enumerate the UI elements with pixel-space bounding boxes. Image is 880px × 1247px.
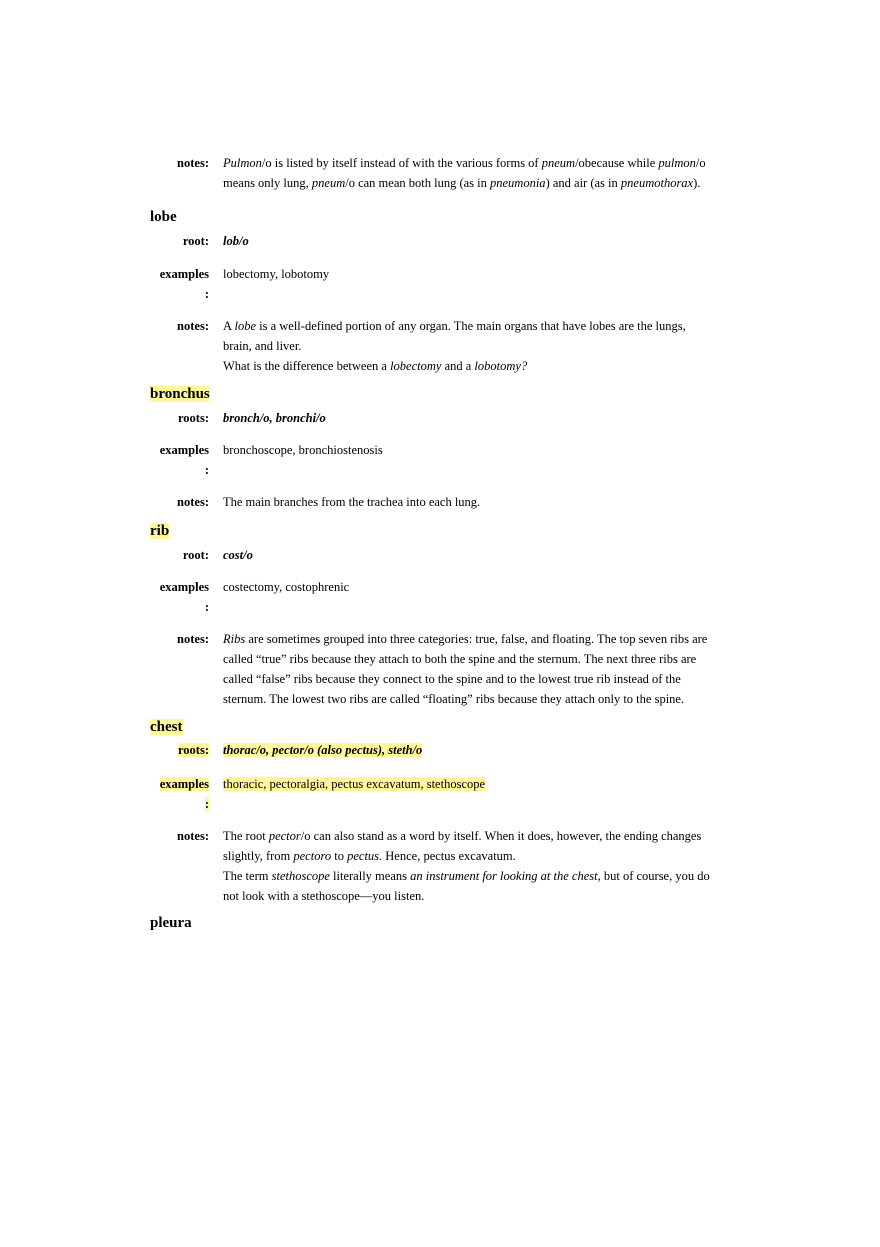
text: The root bbox=[223, 829, 269, 843]
notes-label: notes: bbox=[177, 829, 209, 843]
term-ribs: Ribs bbox=[223, 632, 246, 646]
roots-label bbox=[150, 740, 209, 760]
term-pector: pector bbox=[268, 829, 301, 843]
notes-label: notes: bbox=[177, 156, 209, 170]
bronchus-notes-text: The main branches from the trachea into each lung. bbox=[223, 495, 481, 509]
root-label: root: bbox=[182, 234, 209, 248]
text: are sometimes grouped into three categories: true, false, and floating. The top seven ribs are bbox=[245, 632, 708, 646]
text: can also stand as a word by itself. When it does, however, the ending changes bbox=[310, 829, 702, 843]
entry-title-pleura: pleura bbox=[150, 915, 192, 931]
examples-label-colon: : bbox=[204, 797, 209, 811]
pulmo-notes-text bbox=[223, 153, 718, 193]
examples-label-text: examples bbox=[159, 443, 209, 457]
notes-line: called “true” ribs because they attach to both the spine and the sternum. The next three ribs are bbox=[223, 652, 697, 666]
text: literally means bbox=[329, 869, 411, 883]
notes-line: called “false” ribs because they connect to the spine and to the lowest true rib instead of the bbox=[223, 672, 681, 686]
text: can mean both lung (as in bbox=[354, 176, 490, 190]
rib-examples-value: costectomy, costophrenic bbox=[223, 580, 350, 594]
chest-root-text: thorac/o, pector/o (also pectus), steth/o bbox=[223, 743, 423, 757]
entry-title-text: chest bbox=[150, 719, 183, 735]
entry-title-text: bronchus bbox=[150, 386, 210, 402]
entry-title-rib bbox=[150, 522, 169, 540]
term-pneumothorax: pneumothorax bbox=[620, 176, 694, 190]
examples-label bbox=[150, 440, 209, 480]
suffix: /o bbox=[300, 829, 311, 843]
notes-line bbox=[223, 866, 718, 886]
text: is a well-defined portion of any organ. The main organs that have lobes are the lungs, bbox=[256, 319, 686, 333]
term-pneumonia: pneumonia bbox=[490, 176, 546, 190]
entry-title-bronchus bbox=[150, 385, 210, 403]
text: but of course, you do bbox=[600, 869, 710, 883]
notes-line: sternum. The lowest two ribs are called “floating” ribs because they attach only to the spine. bbox=[223, 692, 685, 706]
notes-label: notes: bbox=[177, 319, 209, 333]
root-label: root: bbox=[182, 548, 209, 562]
roots-label: roots: bbox=[177, 411, 209, 425]
lobe-root-value: lob/o bbox=[223, 234, 249, 248]
text: to bbox=[331, 849, 348, 863]
bronchus-root-value: bronch/o, bronchi/o bbox=[223, 411, 326, 425]
examples-label-text: examples bbox=[159, 777, 209, 791]
text: is listed by itself instead of with the various forms of bbox=[271, 156, 542, 170]
suffix: /o bbox=[345, 176, 355, 190]
term-definition: an instrument for looking at the chest, bbox=[410, 869, 601, 883]
term-pneum: pneum bbox=[541, 156, 576, 170]
notes-label: notes: bbox=[177, 495, 209, 509]
chest-notes-text bbox=[223, 826, 718, 906]
lobe-notes-text bbox=[223, 316, 718, 376]
text: ). bbox=[693, 176, 701, 190]
chest-root-value bbox=[223, 740, 718, 760]
text: ) and air (as in bbox=[545, 176, 621, 190]
examples-label-colon: : bbox=[204, 463, 209, 477]
entry-title-chest bbox=[150, 718, 183, 736]
entry-title-lobe: lobe bbox=[150, 209, 177, 225]
term-lobe: lobe bbox=[234, 319, 256, 333]
rib-root-value: cost/o bbox=[223, 548, 253, 562]
examples-label-colon: : bbox=[204, 287, 209, 301]
term-pectus: pectus. bbox=[347, 849, 383, 863]
suffix: /o bbox=[575, 156, 585, 170]
examples-label bbox=[150, 264, 209, 304]
notes-line bbox=[223, 316, 718, 336]
text: because while bbox=[584, 156, 659, 170]
examples-label-line bbox=[150, 794, 209, 814]
notes-line bbox=[223, 356, 718, 376]
examples-label-line bbox=[150, 774, 209, 794]
examples-label-text: examples bbox=[159, 267, 209, 281]
text: The term bbox=[223, 869, 272, 883]
roots-label-text: roots: bbox=[177, 743, 209, 757]
notes-line bbox=[223, 173, 718, 193]
examples-label bbox=[150, 577, 209, 617]
term-pectoro: pectoro bbox=[293, 849, 332, 863]
text: Hence, pectus excavatum. bbox=[382, 849, 516, 863]
text: A bbox=[223, 319, 235, 333]
term-pulmon: pulmon bbox=[658, 156, 696, 170]
notes-line bbox=[223, 153, 718, 173]
chest-examples-text: thoracic, pectoralgia, pectus excavatum, stethoscope bbox=[223, 777, 486, 791]
text: means only lung, bbox=[223, 176, 312, 190]
notes-line bbox=[223, 629, 718, 649]
notes-line bbox=[223, 846, 718, 866]
text: and a bbox=[441, 359, 475, 373]
text: slightly, from bbox=[223, 849, 294, 863]
term-stethoscope: stethoscope bbox=[271, 869, 330, 883]
notes-line: brain, and liver. bbox=[223, 339, 302, 353]
suffix: /o bbox=[261, 156, 272, 170]
lobe-examples-value: lobectomy, lobotomy bbox=[223, 267, 330, 281]
examples-label bbox=[150, 774, 209, 814]
term-pneum: pneum bbox=[311, 176, 346, 190]
notes-line: not look with a stethoscope—you listen. bbox=[223, 889, 425, 903]
examples-label-colon: : bbox=[204, 600, 209, 614]
examples-label-text: examples bbox=[159, 580, 209, 594]
term-lobectomy: lobectomy bbox=[390, 359, 442, 373]
term-lobotomy: lobotomy? bbox=[474, 359, 528, 373]
bronchus-examples-value: bronchoscope, bronchiostenosis bbox=[223, 443, 383, 457]
term-pulmon: Pulmon bbox=[223, 156, 262, 170]
entry-title-text: rib bbox=[150, 523, 170, 539]
rib-notes-text bbox=[223, 629, 718, 709]
notes-line bbox=[223, 826, 718, 846]
notes-label: notes: bbox=[177, 632, 209, 646]
chest-examples-value bbox=[223, 774, 718, 794]
text: What is the difference between a bbox=[223, 359, 391, 373]
suffix: /o bbox=[695, 156, 706, 170]
